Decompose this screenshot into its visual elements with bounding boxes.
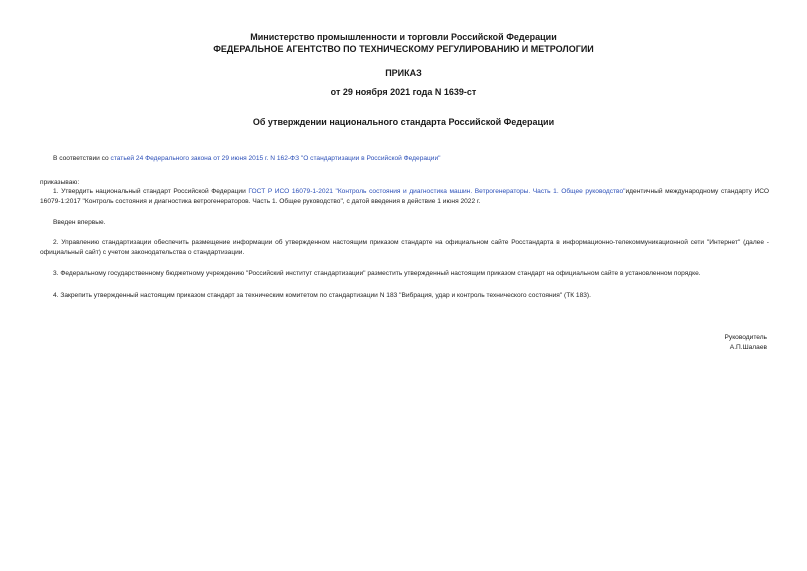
agency-title: ФЕДЕРАЛЬНОЕ АГЕНТСТВО ПО ТЕХНИЧЕСКОМУ РЕГУЛИРОВАНИЮ И МЕТРОЛОГИИ	[213, 44, 594, 54]
order-item-2: 2. Управлению стандартизации обеспечить размещение информации об утвержденном настоящим приказом стандарте на официальном сайте Росстандарта в информационно-телекоммуникационной сети "Интернет" (далее - официальный сайт) с учетом законодательства о стандартизации.	[40, 239, 769, 256]
ministry-title: Министерство промышленности и торговли Российской Федерации	[250, 32, 557, 42]
order-item-1	[40, 187, 769, 207]
federal-law-link[interactable]: статьей 24 Федерального закона от 29 июня 2015 г. N 162-ФЗ "О стандартизации в Российской Федерации"	[110, 155, 441, 162]
preamble	[53, 154, 773, 164]
signature-role: Руководитель	[724, 334, 767, 341]
item1-prefix: 1. Утвердить национальный стандарт Российской Федерации	[53, 188, 249, 195]
item1-suffix: идентичный международному стандарту ИСО 16079-1:2017 "Контроль состояния и диагностика ветрогенераторов. Часть 1. Общее руководство", с датой введения в действие 1 июня 2022 г.	[40, 188, 769, 205]
signature-name: А.П.Шалаев	[729, 344, 767, 351]
order-word: приказываю:	[40, 179, 80, 186]
order-item-4: 4. Закрепить утвержденный настоящим приказом стандарт за техническим комитетом по стандартизации N 183 "Вибрация, удар и контроль технического состояния" (ТК 183).	[53, 292, 591, 299]
document-type: ПРИКАЗ	[385, 68, 422, 78]
document-subject: Об утверждении национального стандарта Российской Федерации	[252, 117, 555, 127]
preamble-prefix: В соответствии со	[53, 155, 111, 162]
introduced-note: Введен впервые.	[53, 219, 106, 226]
gost-standard-link[interactable]: ГОСТ Р ИСО 16079-1-2021 "Контроль состояния и диагностика машин. Ветрогенераторы. Часть 1. Общее руководство"	[248, 188, 626, 195]
order-item-3: 3. Федеральному государственному бюджетному учреждению "Российский институт стандартизации" разместить утвержденный настоящим приказом стандарт на официальном сайте в установленном порядке.	[53, 270, 701, 277]
document-date-number: от 29 ноября 2021 года N 1639-ст	[330, 87, 477, 97]
